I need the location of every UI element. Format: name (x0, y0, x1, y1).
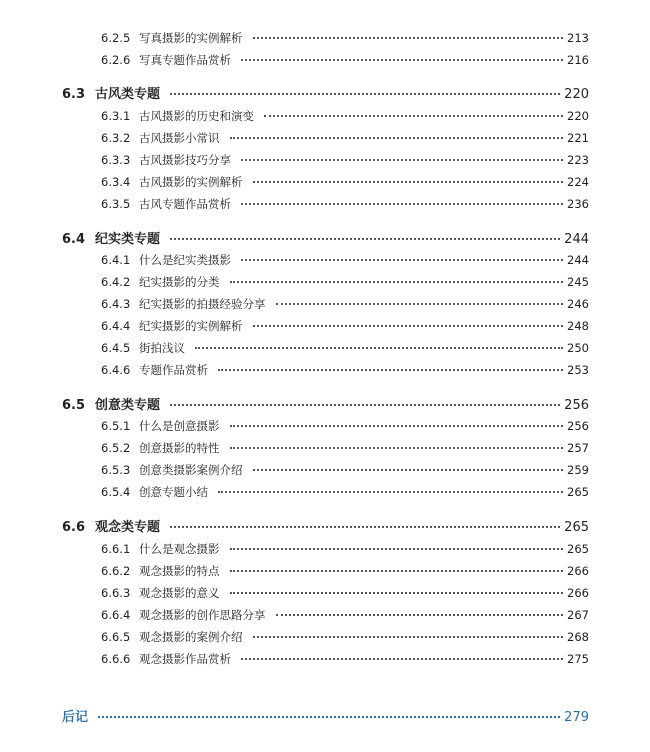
entry-page: 216 (567, 53, 589, 67)
toc-entry-6-6-6[interactable] (101, 651, 589, 667)
dot-leader (230, 425, 564, 427)
afterword-title: 后记 (62, 710, 89, 725)
toc-entry-6-4-2[interactable] (101, 274, 589, 290)
dot-leader (230, 137, 564, 139)
entry-number: 6.6 (62, 520, 86, 535)
entry-number: 6.4.1 (101, 253, 131, 267)
entry-number: 6.6.2 (101, 564, 131, 578)
dot-leader (264, 115, 563, 117)
dot-leader (241, 259, 563, 261)
entry-page: 266 (567, 586, 589, 600)
dot-leader (230, 281, 564, 283)
entry-number: 6.5.4 (101, 485, 131, 499)
entry-number: 6.4.4 (101, 319, 131, 333)
dot-leader (230, 592, 564, 594)
dot-leader (170, 404, 560, 406)
entry-page: 256 (564, 398, 589, 413)
entry-page: 265 (567, 485, 589, 499)
toc-entry-6-4-4[interactable] (101, 318, 589, 334)
entry-page: 259 (567, 463, 589, 477)
toc-entry-6-5-2[interactable] (101, 440, 589, 456)
entry-title: 什么是观念摄影 (139, 542, 220, 556)
toc-entry-6-6-5[interactable] (101, 629, 589, 645)
entry-title: 专题作品赏析 (139, 363, 208, 377)
entry-number: 6.3.1 (101, 109, 131, 123)
entry-number: 6.2.6 (101, 53, 131, 67)
entry-number: 6.6.1 (101, 542, 131, 556)
entry-page: 246 (567, 297, 589, 311)
toc-entry-6-6-2[interactable] (101, 563, 589, 579)
toc-entry-6-2-6[interactable] (101, 52, 589, 68)
toc-entry-6-6-3[interactable] (101, 585, 589, 601)
dot-leader (276, 303, 564, 305)
entry-number: 6.5.1 (101, 419, 131, 433)
dot-leader (195, 347, 563, 349)
toc-entry-6-3-5[interactable] (101, 196, 589, 212)
entry-page: 221 (567, 131, 589, 145)
entry-number: 6.4.6 (101, 363, 131, 377)
entry-title: 街拍浅议 (139, 341, 185, 355)
entry-title: 观念摄影作品赏析 (139, 652, 231, 666)
entry-number: 6.6.3 (101, 586, 131, 600)
entry-page: 244 (567, 253, 589, 267)
entry-page: 250 (567, 341, 589, 355)
toc-entry-6-4-6[interactable] (101, 362, 589, 378)
dot-leader (218, 369, 563, 371)
entry-number: 6.3.5 (101, 197, 131, 211)
entry-page: 256 (567, 419, 589, 433)
entry-title: 观念类专题 (95, 520, 161, 535)
toc-entry-6-4[interactable] (62, 228, 589, 247)
entry-title: 观念摄影的意义 (139, 586, 220, 600)
entry-number: 6.6.4 (101, 608, 131, 622)
dot-leader (241, 203, 563, 205)
entry-title: 什么是创意摄影 (139, 419, 220, 433)
dot-leader (98, 716, 560, 718)
entry-number: 6.5 (62, 398, 86, 413)
toc-entry-6-5-1[interactable] (101, 418, 589, 434)
entry-page: 223 (567, 153, 589, 167)
dot-leader (253, 469, 564, 471)
entry-page: 248 (567, 319, 589, 333)
toc-entry-6-2-5[interactable] (101, 30, 589, 46)
entry-number: 6.4.2 (101, 275, 131, 289)
entry-number: 6.3 (62, 87, 86, 102)
entry-number: 6.6.5 (101, 630, 131, 644)
entry-title: 纪实类专题 (95, 232, 161, 247)
afterword-page: 279 (564, 710, 589, 725)
entry-title: 古风摄影技巧分享 (139, 153, 231, 167)
entry-title: 古风摄影的实例解析 (139, 175, 243, 189)
entry-page: 213 (567, 31, 589, 45)
toc-entry-6-6[interactable] (62, 516, 589, 535)
entry-page: 268 (567, 630, 589, 644)
entry-title: 创意专题小结 (139, 485, 208, 499)
entry-page: 224 (567, 175, 589, 189)
entry-title: 创意类摄影案例介绍 (139, 463, 243, 477)
entry-number: 6.4 (62, 232, 86, 247)
entry-title: 观念摄影的创作思路分享 (139, 608, 266, 622)
dot-leader (170, 93, 560, 95)
toc-entry-6-5-4[interactable] (101, 484, 589, 500)
entry-title: 纪实摄影的拍摄经验分享 (139, 297, 266, 311)
toc-entry-6-4-3[interactable] (101, 296, 589, 312)
dot-leader (170, 238, 560, 240)
dot-leader (253, 636, 564, 638)
entry-title: 古风摄影小常识 (139, 131, 220, 145)
entry-title: 纪实摄影的实例解析 (139, 319, 243, 333)
entry-number: 6.4.5 (101, 341, 131, 355)
entry-page: 265 (567, 542, 589, 556)
toc-entry-6-3-4[interactable] (101, 174, 589, 190)
entry-number: 6.5.3 (101, 463, 131, 477)
dot-leader (241, 159, 563, 161)
dot-leader (230, 447, 564, 449)
entry-page: 244 (564, 232, 589, 247)
dot-leader (253, 181, 564, 183)
toc-entry-6-6-4[interactable] (101, 607, 589, 623)
entry-page: 265 (564, 520, 589, 535)
toc-entry-6-5[interactable] (62, 394, 589, 413)
dot-leader (218, 491, 563, 493)
dot-leader (241, 59, 563, 61)
entry-number: 6.3.4 (101, 175, 131, 189)
entry-title: 古风摄影的历史和演变 (139, 109, 254, 123)
entry-page: 266 (567, 564, 589, 578)
dot-leader (230, 548, 564, 550)
entry-title: 观念摄影的案例介绍 (139, 630, 243, 644)
toc-entry-6-4-5[interactable] (101, 340, 589, 356)
toc-entry-6-5-3[interactable] (101, 462, 589, 478)
entry-page: 220 (567, 109, 589, 123)
dot-leader (276, 614, 564, 616)
entry-title: 古风专题作品赏析 (139, 197, 231, 211)
toc-entry-6-3-1[interactable] (101, 108, 589, 124)
dot-leader (253, 37, 564, 39)
toc-entry-6-3-2[interactable] (101, 130, 589, 146)
toc-entry-6-3[interactable] (62, 83, 589, 102)
entry-title: 纪实摄影的分类 (139, 275, 220, 289)
entry-title: 创意类专题 (95, 398, 161, 413)
toc-entry-6-4-1[interactable] (101, 252, 589, 268)
entry-number: 6.6.6 (101, 652, 131, 666)
entry-page: 236 (567, 197, 589, 211)
dot-leader (253, 325, 564, 327)
entry-title: 创意摄影的特性 (139, 441, 220, 455)
entry-page: 253 (567, 363, 589, 377)
entry-title: 古风类专题 (95, 87, 161, 102)
dot-leader (170, 526, 560, 528)
entry-title: 写真专题作品赏析 (139, 53, 231, 67)
entry-page: 267 (567, 608, 589, 622)
dot-leader (230, 570, 564, 572)
toc-entry-6-3-3[interactable] (101, 152, 589, 168)
entry-number: 6.5.2 (101, 441, 131, 455)
entry-title: 写真摄影的实例解析 (139, 31, 243, 45)
dot-leader (241, 658, 563, 660)
entry-page: 257 (567, 441, 589, 455)
entry-page: 220 (564, 87, 589, 102)
entry-title: 观念摄影的特点 (139, 564, 220, 578)
toc-entry-afterword[interactable] (62, 706, 589, 725)
entry-number: 6.3.2 (101, 131, 131, 145)
entry-page: 245 (567, 275, 589, 289)
entry-number: 6.3.3 (101, 153, 131, 167)
entry-title: 什么是纪实类摄影 (139, 253, 231, 267)
entry-page: 275 (567, 652, 589, 666)
entry-number: 6.4.3 (101, 297, 131, 311)
toc-entry-6-6-1[interactable] (101, 541, 589, 557)
entry-number: 6.2.5 (101, 31, 131, 45)
